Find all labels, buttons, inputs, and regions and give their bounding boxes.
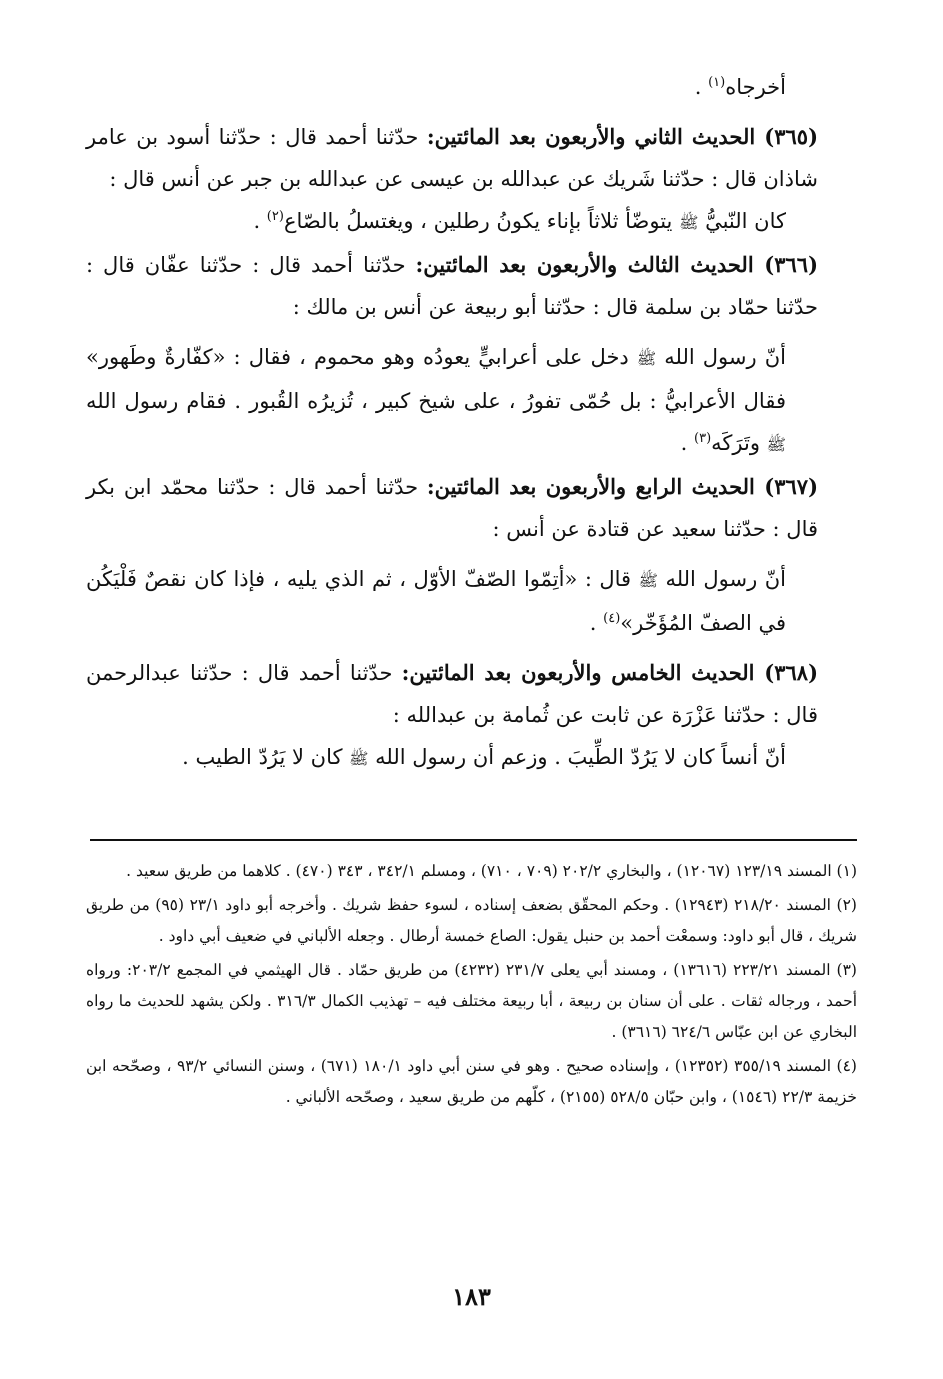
hadith-366-chain	[86, 244, 818, 328]
footnote-3: (٣) المسند ٢٢٣/٢١ (١٣٦١٦) ، ومسند أبي يعلى ٢٣١/٧ (٤٢٣٢) من طريق حمّاد . قال الهيثمي في المجمع ٢٠٣/٢: ورواه أحمد ، ورجاله ثقات . على أن سنان بن ربيعة ، أبا ربيعة مختلف فيه – تهذيب الكمال ٣١٦/٣ . ولكن يشهد للحديث ما رواه البخاري عن ابن عبّاس ٦٢٤/٦ (٣٦١٦) .	[86, 961, 857, 1041]
footnote-ref-4: (٤)	[603, 611, 621, 626]
footnote-2: (٢) المسند ٢١٨/٢٠ (١٢٩٤٣) . وحكم المحقّق بضعف إسناده ، لسوء حفظ شريك . وأخرجه أبو داود ٢٣/١ (٩٥) من طريق شريك ، قال أبو داود: وسمعْت أحمد بن حنبل يقول: الصاع خمسة أرطال . وجعله الألباني في ضعيف أبي داود .	[86, 896, 857, 945]
hadith-heading: (٣٦٥) الحديث الثاني والأربعون بعد المائتين:	[426, 124, 819, 149]
footnote-divider	[90, 839, 857, 841]
hadith-365-chain	[86, 116, 818, 200]
hadith-heading: (٣٦٦) الحديث الثالث والأربعون بعد المائتين:	[415, 252, 818, 277]
isnad-text: حدّثنا أحمد قال : حدّثنا محمّد ابن بكر قال : حدّثنا سعيد عن قتادة عن أنس :	[86, 475, 818, 541]
hadith-368-text: أنّ أنساً كان لا يَرُدّ الطِّيبَ . وزعم أن رسول الله ﷺ كان لا يَرُدّ الطيب .	[182, 745, 786, 769]
salla-icon: ﷺ	[766, 435, 786, 454]
salla-icon: ﷺ	[349, 749, 369, 768]
isnad-text: حدّثنا أحمد قال : حدّثنا أسود بن عامر شاذان قال : حدّثنا شَريك عن عبدالله بن عيسى عن عبدالله بن جبر عن أنس قال :	[86, 125, 818, 191]
hadith-365-text: كان النّبيُّ ﷺ يتوضّأ ثلاثاً بإناء يكونُ رطلين ، ويغتسلُ بالصّاع$^{(٢)}$ .	[253, 209, 786, 233]
footnote-ref-1: (١)	[708, 75, 726, 90]
footnotes	[86, 856, 857, 1116]
footnote-ref-2: (٢)	[266, 209, 284, 224]
hadith-368-chain	[86, 652, 818, 736]
salla-icon: ﷺ	[636, 349, 657, 368]
paragraph-intro: أخرجاه$^{(١)}$ .	[694, 75, 786, 99]
main-text	[86, 66, 818, 780]
salla-icon: ﷺ	[638, 571, 658, 590]
text: أخرجاه	[725, 75, 786, 99]
hadith-366-text: أنّ رسول الله ﷺ دخل على أعرابيٍّ يعودُه وهو محموم ، فقال : «كفّارةٌ وطَهور» فقال الأعرابيُّ : بل حُمّى تفورُ ، على شيخ كبير ، تُزيرُه القُبور . فقام رسول الله ﷺ وتَرَكَه$^{(٣)}$ .	[86, 345, 786, 455]
footnote-ref-3: (٣)	[694, 431, 712, 446]
footnote-4: (٤) المسند ٣٥٥/١٩ (١٢٣٥٢) ، وإسناده صحيح . وهو في سنن أبي داود ١٨٠/١ (٦٧١) ، وسنن النسائي ٩٣/٢ ، وصحّحه ابن خزيمة ٢٢/٣ (١٥٤٦) ، وابن حبّان ٥٢٨/٥ (٢١٥٥) ، كلّهم من طريق سعيد ، وصحّحه الألباني .	[86, 1057, 857, 1106]
isnad-text: حدّثنا أحمد قال : حدّثنا عبدالرحمن قال : حدّثنا عَزْرَة عن ثابت عن ثُمامة بن عبدالله :	[86, 661, 818, 727]
hadith-heading: (٣٦٨) الحديث الخامس والأربعون بعد المائتين:	[401, 660, 818, 685]
salla-icon: ﷺ	[679, 213, 699, 232]
isnad-text: حدّثنا أحمد قال : حدّثنا عفّان قال : حدّثنا حمّاد بن سلمة قال : حدّثنا أبو ربيعة عن أنس بن مالك :	[86, 253, 818, 319]
hadith-367-chain	[86, 466, 818, 550]
hadith-heading: (٣٦٧) الحديث الرابع والأربعون بعد المائتين:	[426, 474, 818, 499]
footnote-1: (١) المسند ١٢٣/١٩ (١٢٠٦٧) ، والبخاري ٢٠٢/٢ (٧٠٩ ، ٧١٠) ، ومسلم ٣٤٢/١ ، ٣٤٣ (٤٧٠) . كلاهما من طريق سعيد .	[126, 862, 857, 880]
hadith-367-text: أنّ رسول الله ﷺ قال : «أتِمّوا الصّفّ الأوّل ، ثم الذي يليه ، فإذا كان نقصٌ فَلْيَكُن في الصفّ المُؤَخّر»$^{(٤)}$ .	[86, 567, 786, 635]
page-number: ١٨٣	[452, 1282, 491, 1311]
